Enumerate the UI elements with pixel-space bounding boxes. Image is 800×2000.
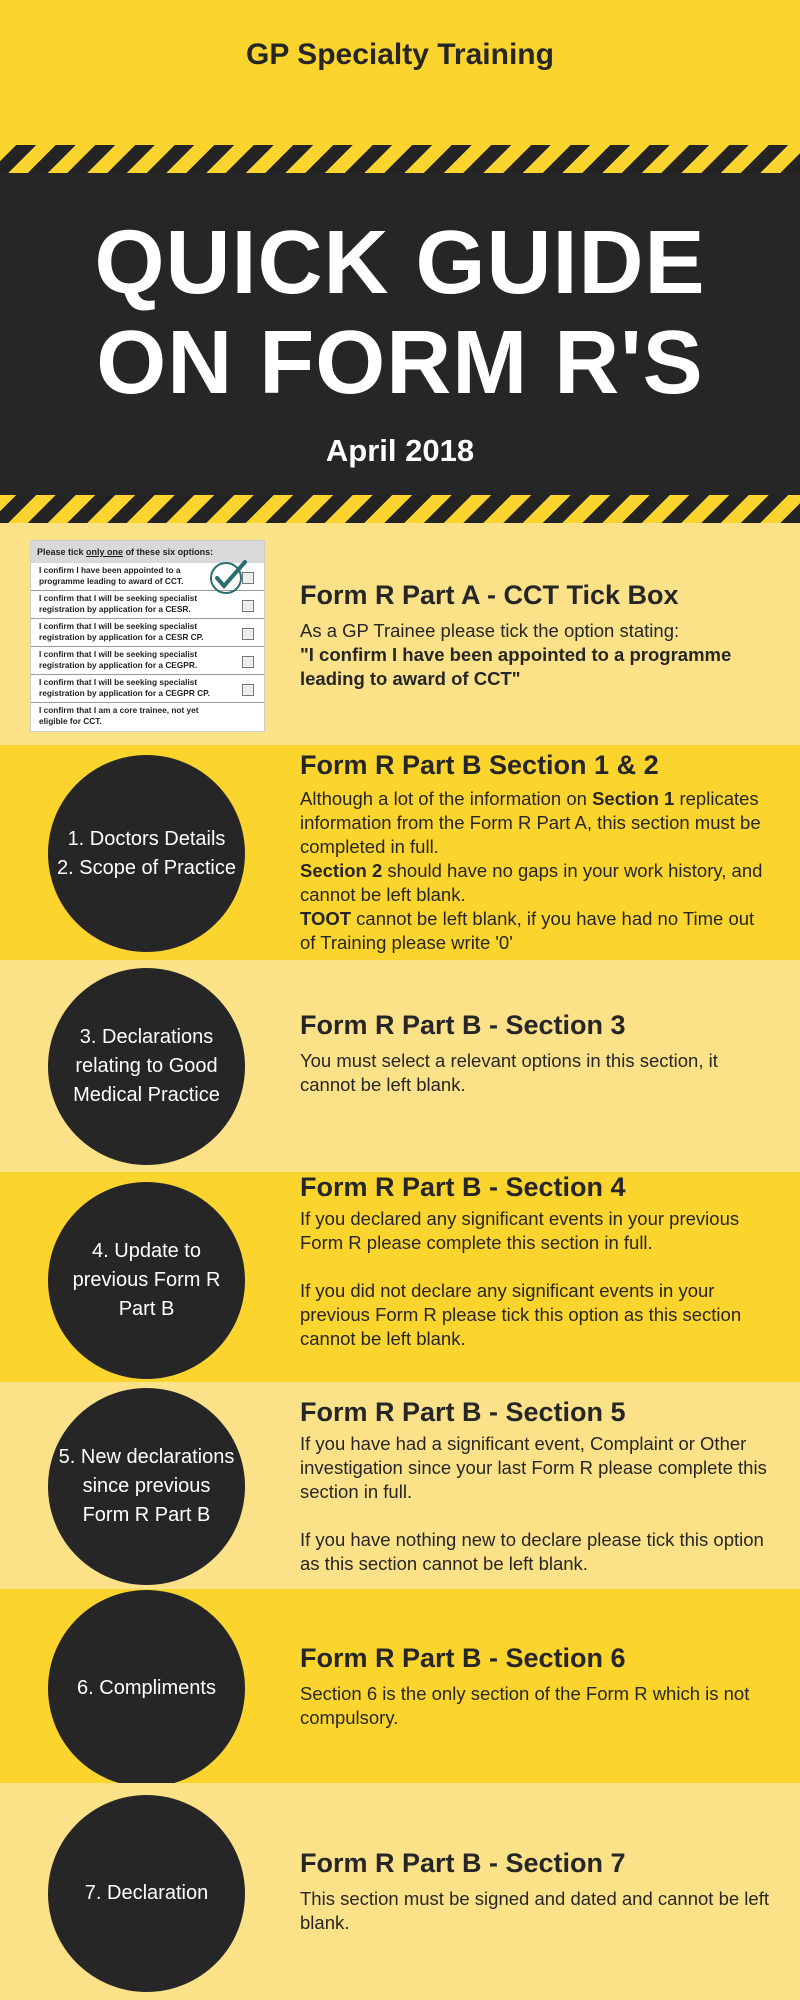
section-6-circle: 6. Compliments	[48, 1590, 245, 1787]
banner-title-line-1: QUICK GUIDE	[94, 213, 706, 313]
form-option: I confirm that I will be seeking specialist registration by application for a CEGPR.	[31, 647, 264, 675]
section-7-body: This section must be signed and dated and cannot be left blank.	[300, 1888, 769, 1933]
section-3-text	[300, 1010, 770, 1097]
section-5-body-1: If you have had a significant event, Complaint or Other investigation since your last Form R please complete this section in full.	[300, 1433, 767, 1502]
hazard-stripe-top	[0, 145, 800, 173]
section-4-circle: 4. Update to previous Form R Part B	[48, 1182, 245, 1379]
part-a-body: As a GP Trainee please tick the option stating:	[300, 620, 680, 641]
section-4-text	[300, 1172, 770, 1351]
checkbox-icon	[242, 628, 254, 640]
form-option: I confirm that I am a core trainee, not yet eligible for CCT.	[39, 705, 199, 726]
header-bar	[0, 0, 800, 145]
form-option: I confirm I have been appointed to a programme leading to award of CCT.	[31, 563, 264, 591]
section-6-body: Section 6 is the only section of the Form R which is not compulsory.	[300, 1683, 750, 1728]
checkbox-icon	[242, 600, 254, 612]
section-7-text	[300, 1848, 770, 1935]
section-6-text	[300, 1643, 770, 1730]
part-a-title: Form R Part A - CCT Tick Box	[300, 580, 679, 610]
section-1-2-para-2: Section 2 should have no gaps in your work history, and cannot be left blank.	[300, 860, 763, 905]
section-3-title: Form R Part B - Section 3	[300, 1010, 626, 1040]
hazard-stripe-bottom	[0, 495, 800, 523]
header-title: GP Specialty Training	[246, 38, 554, 71]
section-7-title: Form R Part B - Section 7	[300, 1848, 626, 1878]
form-heading: Please tick only one of these six options:	[31, 541, 264, 563]
checkbox-icon	[242, 684, 254, 696]
checkbox-icon	[242, 656, 254, 668]
section-4-body-2: If you did not declare any significant events in your previous Form R please tick this option as this section cannot be left blank.	[300, 1280, 742, 1349]
part-a-quote: "I confirm I have been appointed to a programme leading to award of CCT"	[300, 644, 732, 689]
section-6-title: Form R Part B - Section 6	[300, 1643, 626, 1673]
section-3-circle: 3. Declarations relating to Good Medical Practice	[48, 968, 245, 1165]
section-1-2-text	[300, 750, 770, 955]
section-1-2-circle: 1. Doctors Details 2. Scope of Practice	[48, 755, 245, 952]
section-3-body: You must select a relevant options in this section, it cannot be left blank.	[300, 1050, 718, 1095]
section-4-title: Form R Part B - Section 4	[300, 1172, 626, 1202]
banner-title-line-2: ON FORM R'S	[96, 313, 704, 413]
section-1-2-para-1: Although a lot of the information on Section 1 replicates information from the Form R Part A, this section must be completed in full.	[300, 788, 761, 857]
section-7-circle: 7. Declaration	[48, 1795, 245, 1992]
part-a-text	[300, 580, 770, 691]
form-option: I confirm that I will be seeking specialist registration by application for a CESR.	[31, 591, 264, 619]
section-5-title: Form R Part B - Section 5	[300, 1397, 626, 1427]
section-5-body-2: If you have nothing new to declare please tick this option as this section cannot be left blank.	[300, 1529, 764, 1574]
checkmark-icon	[208, 558, 248, 596]
form-option: I confirm that I will be seeking specialist registration by application for a CESR CP.	[31, 619, 264, 647]
form-option: I confirm that I will be seeking specialist registration by application for a CEGPR CP.	[31, 675, 264, 703]
title-banner	[0, 173, 800, 495]
section-1-2-para-3: TOOT cannot be left blank, if you have had no Time out of Training please write '0'	[300, 908, 755, 953]
banner-title	[0, 213, 800, 413]
section-1-2-title: Form R Part B Section 1 & 2	[300, 750, 659, 780]
section-4-body-1: If you declared any significant events in your previous Form R please complete this section in full.	[300, 1208, 740, 1253]
section-5-text	[300, 1397, 770, 1576]
section-5-circle: 5. New declarations since previous Form R Part B	[48, 1388, 245, 1585]
banner-date: April 2018	[325, 433, 475, 468]
